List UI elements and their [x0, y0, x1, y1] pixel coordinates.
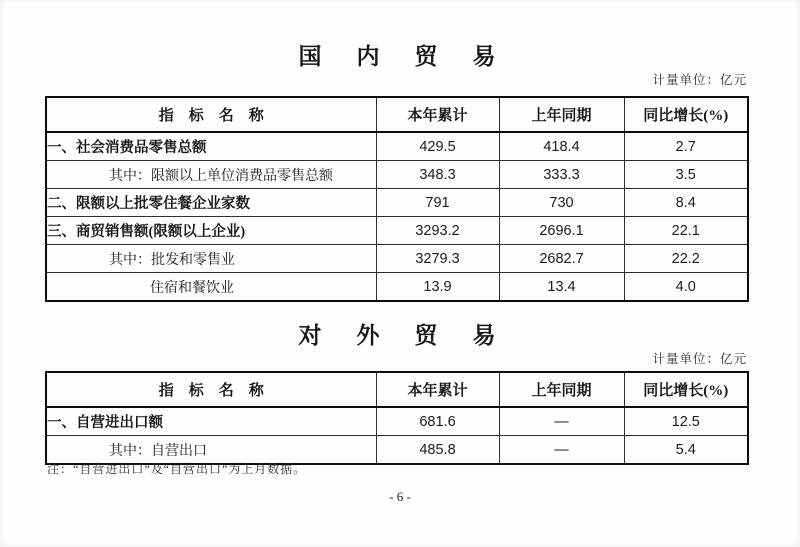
- indicator-cell: 其中：限额以上单位消费品零售总额: [46, 161, 376, 189]
- indicator-cell: 一、社会消费品零售总额: [46, 132, 376, 161]
- value-cell: 2696.1: [499, 217, 624, 245]
- domestic-trade-table: [45, 96, 749, 302]
- unit-label-domestic: 计量单位：亿元: [652, 73, 747, 87]
- value-cell: 4.0: [624, 273, 748, 302]
- value-cell: 681.6: [376, 407, 499, 436]
- value-cell: 3279.3: [376, 245, 499, 273]
- value-cell: 13.4: [499, 273, 624, 302]
- value-cell: 730: [499, 189, 624, 217]
- indicator-cell: 一、自营进出口额: [46, 407, 376, 436]
- value-cell: 13.9: [376, 273, 499, 302]
- section-title-domestic-trade: 国 内 贸 易: [298, 44, 502, 69]
- value-cell: 5.4: [624, 436, 748, 465]
- table-row: [46, 407, 748, 436]
- value-cell: 22.2: [624, 245, 748, 273]
- value-cell: 333.3: [499, 161, 624, 189]
- indicator-cell: 住宿和餐饮业: [46, 273, 376, 302]
- value-cell: 791: [376, 189, 499, 217]
- header-yoy-growth: 同比增长(%): [624, 372, 748, 407]
- header-indicator-name: 指 标 名 称: [46, 372, 376, 407]
- value-cell: 3293.2: [376, 217, 499, 245]
- value-cell: —: [499, 436, 624, 465]
- value-cell: 2.7: [624, 132, 748, 161]
- table-row: [46, 273, 748, 302]
- value-cell: 3.5: [624, 161, 748, 189]
- footnote: 注：“自营进出口”及“自营出口”为上月数据。: [47, 462, 307, 476]
- value-cell: 418.4: [499, 132, 624, 161]
- table-row: [46, 161, 748, 189]
- indicator-cell: 其中：自营出口: [46, 436, 376, 465]
- table-row: [46, 189, 748, 217]
- value-cell: 348.3: [376, 161, 499, 189]
- value-cell: 8.4: [624, 189, 748, 217]
- header-prior-year-period: 上年同期: [499, 97, 624, 132]
- value-cell: 22.1: [624, 217, 748, 245]
- header-prior-year-period: 上年同期: [499, 372, 624, 407]
- indicator-cell: 三、商贸销售额(限额以上企业): [46, 217, 376, 245]
- unit-label-foreign: 计量单位：亿元: [652, 352, 747, 366]
- table-header-row: [46, 372, 748, 407]
- value-cell: —: [499, 407, 624, 436]
- table-row: [46, 217, 748, 245]
- table-row: [46, 132, 748, 161]
- value-cell: 2682.7: [499, 245, 624, 273]
- value-cell: 485.8: [376, 436, 499, 465]
- page-number: - 6 -: [389, 489, 411, 504]
- header-yoy-growth: 同比增长(%): [624, 97, 748, 132]
- section-title-foreign-trade: 对 外 贸 易: [298, 323, 502, 348]
- table-row: [46, 245, 748, 273]
- header-current-year-total: 本年累计: [376, 372, 499, 407]
- indicator-cell: 二、限额以上批零住餐企业家数: [46, 189, 376, 217]
- indicator-cell: 其中：批发和零售业: [46, 245, 376, 273]
- header-indicator-name: 指 标 名 称: [46, 97, 376, 132]
- table-header-row: [46, 97, 748, 132]
- value-cell: 12.5: [624, 407, 748, 436]
- value-cell: 429.5: [376, 132, 499, 161]
- foreign-trade-table: [45, 371, 749, 465]
- header-current-year-total: 本年累计: [376, 97, 499, 132]
